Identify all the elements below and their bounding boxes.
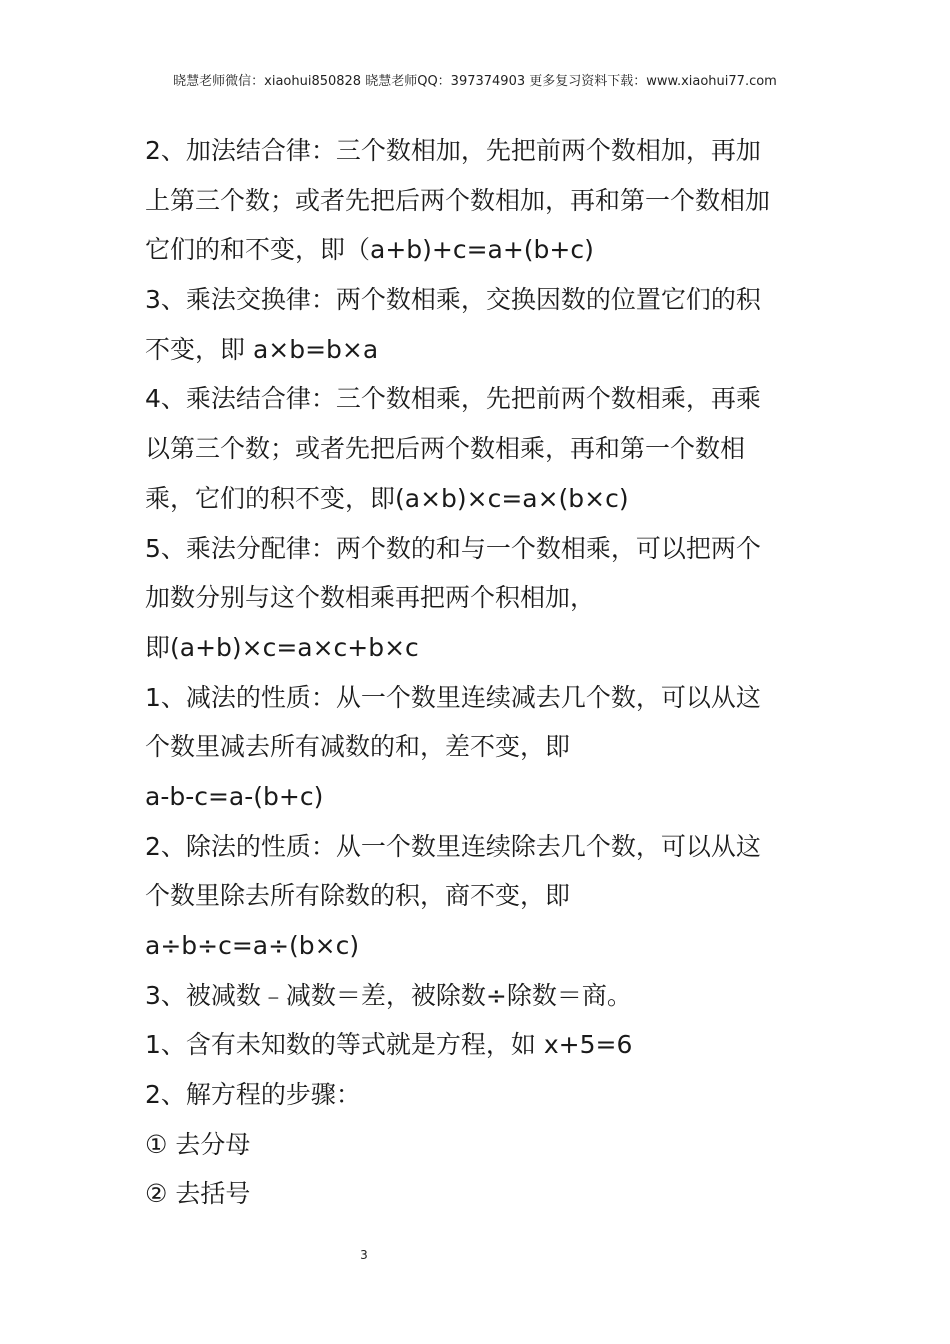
text-line: 2、解方程的步骤： bbox=[145, 1080, 361, 1110]
text-line: 它们的和不变，即（a+b)+c=a+(b+c) bbox=[145, 235, 594, 265]
text-line: 3、被减数﹣减数＝差，被除数÷除数＝商。 bbox=[145, 980, 632, 1010]
text-line: a÷b÷c=a÷(b×c) bbox=[145, 931, 360, 960]
document-body bbox=[145, 126, 815, 1219]
text-line: 加数分别与这个数相乘再把两个积相加， bbox=[145, 583, 596, 613]
page-header: 晓慧老师微信：xiaohui850828 晓慧老师QQ：397374903 更多复习资料下载：www.xiaohui77.com bbox=[173, 74, 777, 89]
text-line: 2、除法的性质：从一个数里连续除去几个数，可以从这 bbox=[145, 831, 761, 861]
text-line: 即(a+b)×c=a×c+b×c bbox=[145, 632, 419, 662]
text-line: a-b-c=a-(b+c) bbox=[145, 781, 324, 811]
page-number: 3 bbox=[360, 1248, 368, 1262]
text-line: 1、含有未知数的等式就是方程，如 x+5=6 bbox=[145, 1030, 633, 1060]
text-line: 以第三个数；或者先把后两个数相乘，再和第一个数相 bbox=[145, 434, 746, 464]
text-line: ② 去括号 bbox=[145, 1179, 251, 1209]
text-line: 3、乘法交换律：两个数相乘，交换因数的位置它们的积 bbox=[145, 285, 761, 315]
text-line: 2、加法结合律：三个数相加，先把前两个数相加，再加 bbox=[145, 136, 761, 165]
text-line: 5、乘法分配律：两个数的和与一个数相乘，可以把两个 bbox=[145, 533, 761, 563]
text-line: 上第三个数；或者先把后两个数相加，再和第一个数相加 bbox=[145, 185, 771, 215]
text-line: 1、减法的性质：从一个数里连续减去几个数，可以从这 bbox=[145, 682, 761, 712]
text-line: 个数里减去所有减数的和，差不变，即 bbox=[145, 732, 571, 762]
text-line: ① 去分母 bbox=[145, 1129, 251, 1159]
text-line: 个数里除去所有除数的积，商不变，即 bbox=[145, 881, 571, 911]
text-line: 乘，它们的积不变，即(a×b)×c=a×(b×c) bbox=[145, 483, 629, 513]
text-line: 不变，即 a×b=b×a bbox=[145, 334, 379, 364]
text-line: 4、乘法结合律：三个数相乘，先把前两个数相乘，再乘 bbox=[145, 384, 761, 414]
